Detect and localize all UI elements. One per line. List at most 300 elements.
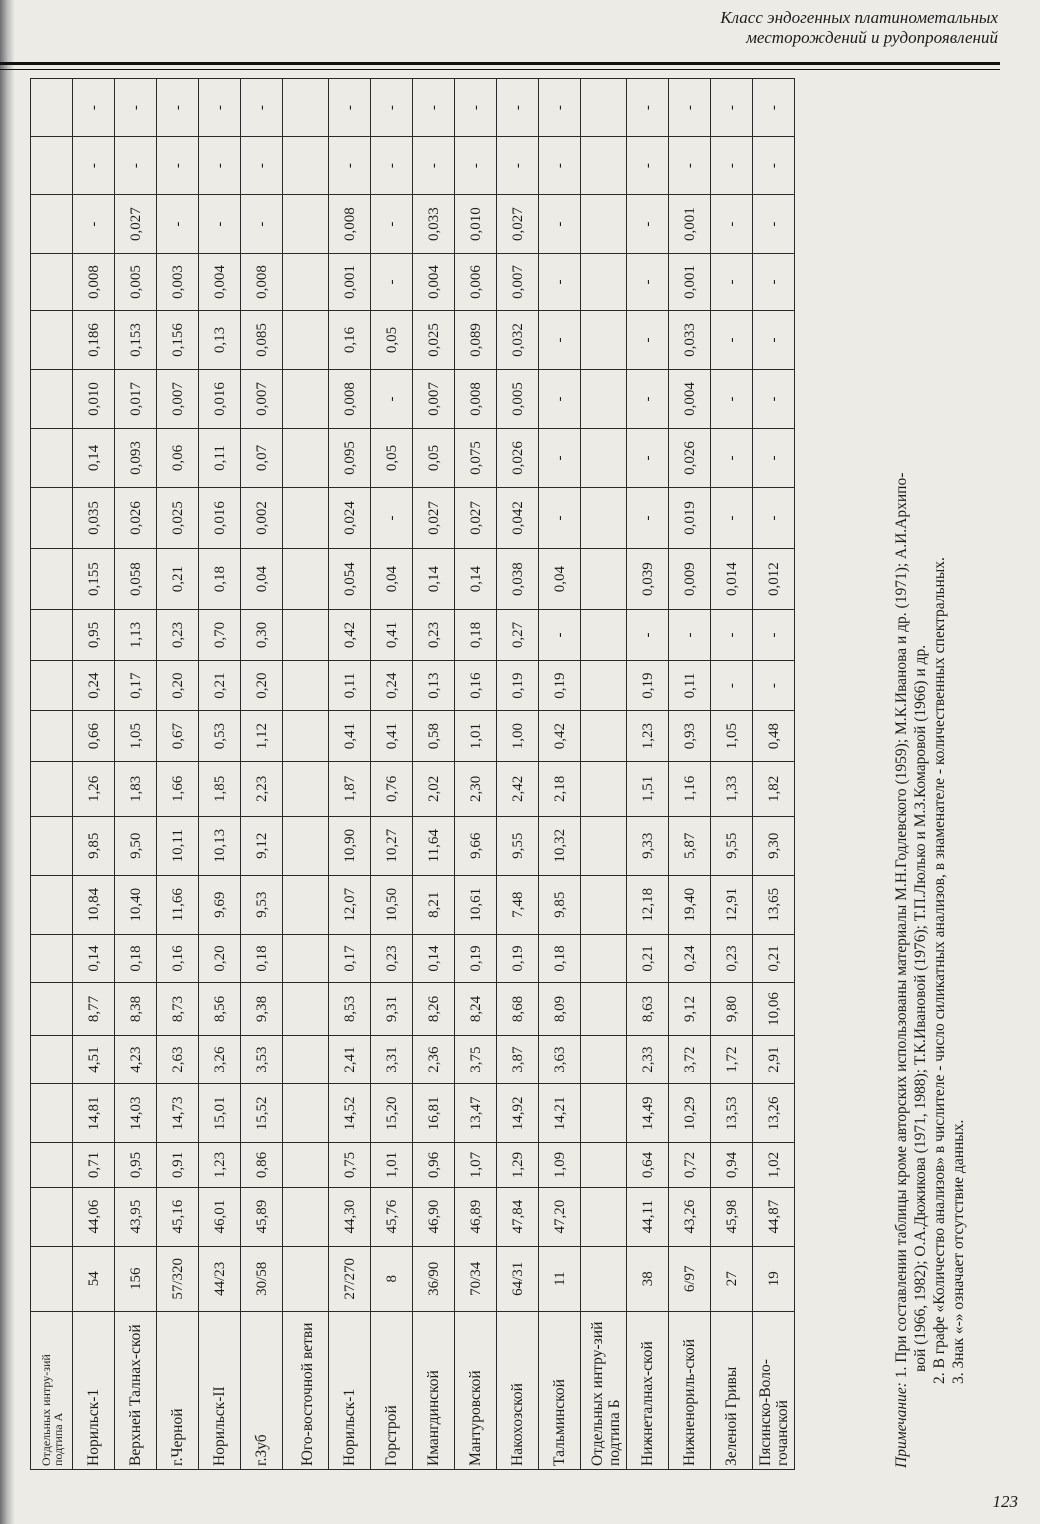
table-cell: -	[627, 79, 669, 137]
table-cell: 1,00	[497, 711, 539, 762]
table-cell: 12,18	[627, 875, 669, 934]
table-cell	[581, 875, 627, 934]
table-cell: 44,06	[73, 1187, 115, 1246]
table-cell	[31, 1035, 73, 1083]
table-cell: 0,21	[199, 660, 241, 711]
table-cell: 10,84	[73, 875, 115, 934]
table-cell	[31, 934, 73, 982]
table-cell	[581, 549, 627, 610]
table-cell: 0,23	[413, 610, 455, 661]
table-cell: -	[371, 137, 413, 195]
table-cell: -	[669, 137, 711, 195]
table-cell: 0,24	[371, 660, 413, 711]
table-cell: 0,17	[115, 660, 157, 711]
table-cell: -	[669, 610, 711, 661]
table-cell: 3,53	[241, 1035, 283, 1083]
table-cell: 9,38	[241, 983, 283, 1036]
table-cell: 45,98	[711, 1187, 753, 1246]
table-cell	[283, 660, 329, 711]
table-cell: 0,71	[73, 1143, 115, 1187]
table-cell: 12,07	[329, 875, 371, 934]
table-cell	[283, 549, 329, 610]
table-row	[371, 79, 413, 1470]
note-label: Примечание:	[893, 1382, 910, 1468]
page-number: 123	[992, 1492, 1018, 1511]
table-cell: 0,008	[73, 254, 115, 311]
table-cell: 10,90	[329, 816, 371, 875]
table-cell: 10,29	[669, 1084, 711, 1143]
row-label: Нижненориль-ской	[669, 1311, 711, 1469]
row-label: Норильск-II	[199, 1311, 241, 1469]
table-cell	[31, 1084, 73, 1143]
table-cell	[283, 1246, 329, 1311]
table-cell: 9,30	[753, 816, 795, 875]
table-cell: 8,21	[413, 875, 455, 934]
table-cell: -	[199, 195, 241, 254]
table-cell: 0,04	[371, 549, 413, 610]
table-cell	[283, 254, 329, 311]
table-cell	[283, 983, 329, 1036]
row-label: Верхней Талнах-ской	[115, 1311, 157, 1469]
table-cell: 0,019	[669, 487, 711, 548]
table-cell: 16,81	[413, 1084, 455, 1143]
table-cell: 46,89	[455, 1187, 497, 1246]
row-label: Имангдинской	[413, 1311, 455, 1469]
table-cell: 1,23	[627, 711, 669, 762]
table-cell: 0,042	[497, 487, 539, 548]
table-cell: 1,83	[115, 761, 157, 816]
table-cell	[31, 310, 73, 369]
table-cell: 0,089	[455, 310, 497, 369]
table-cell: -	[753, 610, 795, 661]
table-cell	[581, 711, 627, 762]
table-cell: -	[753, 254, 795, 311]
table-cell: 44,87	[753, 1187, 795, 1246]
table-cell: 9,85	[73, 816, 115, 875]
table-cell: 0,21	[157, 549, 199, 610]
table-cell	[283, 610, 329, 661]
table-cell: 0,76	[371, 761, 413, 816]
table-cell: 0,033	[669, 310, 711, 369]
table-cell	[581, 254, 627, 311]
table-cell: 19	[753, 1246, 795, 1311]
table-cell: 0,010	[73, 369, 115, 428]
table-cell: -	[539, 79, 581, 137]
table-cell: 0,19	[497, 660, 539, 711]
table-row	[73, 79, 115, 1470]
table-cell: 10,50	[371, 875, 413, 934]
table-cell: -	[413, 137, 455, 195]
table-cell	[31, 369, 73, 428]
table-cell	[283, 816, 329, 875]
table-cell: 13,26	[753, 1084, 795, 1143]
table-cell	[31, 610, 73, 661]
table-cell	[283, 137, 329, 195]
table-cell: 0,95	[73, 610, 115, 661]
table-cell: 0,05	[371, 310, 413, 369]
table-cell: -	[753, 660, 795, 711]
table-cell: -	[753, 195, 795, 254]
table-cell: 0,24	[73, 660, 115, 711]
table-cell: 9,12	[241, 816, 283, 875]
table-cell: -	[627, 610, 669, 661]
table-cell: 0,024	[329, 487, 371, 548]
table-cell: -	[329, 137, 371, 195]
table-cell: -	[627, 369, 669, 428]
table-cell: 2,41	[329, 1035, 371, 1083]
table-cell: -	[241, 195, 283, 254]
table-cell: 0,72	[669, 1143, 711, 1187]
table-cell: 1,09	[539, 1143, 581, 1187]
table-cell	[283, 761, 329, 816]
table-cell	[283, 1084, 329, 1143]
table-cell: 8	[371, 1246, 413, 1311]
row-label: Горстрой	[371, 1311, 413, 1469]
table-cell: 0,48	[753, 711, 795, 762]
table-cell: 0,026	[115, 487, 157, 548]
table-cell: 2,18	[539, 761, 581, 816]
table-cell: 0,17	[329, 934, 371, 982]
table-cell: 4,23	[115, 1035, 157, 1083]
table-cell: 0,04	[539, 549, 581, 610]
header-line-2: месторождений и рудопроявлений	[746, 28, 998, 47]
table-cell: 47,20	[539, 1187, 581, 1246]
table-cell: 0,23	[157, 610, 199, 661]
table-cell	[581, 310, 627, 369]
table-cell: -	[539, 137, 581, 195]
table-cell: 15,52	[241, 1084, 283, 1143]
table-cell: 0,035	[73, 487, 115, 548]
table-row	[669, 79, 711, 1470]
table-cell: 0,13	[413, 660, 455, 711]
table-cell: 0,007	[241, 369, 283, 428]
table-cell: 0,005	[115, 254, 157, 311]
table-cell: -	[753, 369, 795, 428]
table-cell: 0,19	[539, 660, 581, 711]
table-cell: 1,29	[497, 1143, 539, 1187]
table-cell: -	[711, 195, 753, 254]
table-cell	[283, 875, 329, 934]
table-cell: -	[157, 195, 199, 254]
table-cell: 0,006	[455, 254, 497, 311]
header-line-1: Класс эндогенных платинометальных	[720, 8, 998, 27]
header-rule-thick	[0, 62, 1000, 65]
row-label: Норильск-1	[329, 1311, 371, 1469]
table-cell	[581, 195, 627, 254]
table-cell: 0,70	[199, 610, 241, 661]
table-cell: -	[627, 310, 669, 369]
table-cell: -	[115, 79, 157, 137]
table-cell: 0,14	[73, 934, 115, 982]
table-cell	[31, 761, 73, 816]
table-cell: 0,001	[669, 254, 711, 311]
table-cell: 0,007	[157, 369, 199, 428]
table-cell: 3,31	[371, 1035, 413, 1083]
table-cell: 43,26	[669, 1187, 711, 1246]
table-cell: 45,89	[241, 1187, 283, 1246]
table-cell: 3,72	[669, 1035, 711, 1083]
table-cell	[31, 711, 73, 762]
table-cell: -	[711, 79, 753, 137]
table-cell: 2,63	[157, 1035, 199, 1083]
table-cell	[31, 983, 73, 1036]
table-cell: 0,42	[539, 711, 581, 762]
row-label: Нижнеталнах-ской	[627, 1311, 669, 1469]
table-cell: 5,87	[669, 816, 711, 875]
table-cell: 11	[539, 1246, 581, 1311]
table-cell: 0,026	[669, 428, 711, 487]
table-cell: 9,53	[241, 875, 283, 934]
table-cell: -	[711, 610, 753, 661]
table-cell	[31, 1246, 73, 1311]
table-cell: 9,80	[711, 983, 753, 1036]
table-cell: 0,66	[73, 711, 115, 762]
table-cell: 0,86	[241, 1143, 283, 1187]
table-cell: 38	[627, 1246, 669, 1311]
table-cell: 10,27	[371, 816, 413, 875]
table-cell	[283, 79, 329, 137]
table-cell: 13,53	[711, 1084, 753, 1143]
table-cell: -	[371, 369, 413, 428]
table-cell: 0,06	[157, 428, 199, 487]
table-cell: 14,21	[539, 1084, 581, 1143]
row-label: Норильск-1	[73, 1311, 115, 1469]
page-edge-shadow	[0, 0, 14, 1524]
table-cell: 19,40	[669, 875, 711, 934]
table-cell: 0,41	[371, 711, 413, 762]
table-cell: -	[413, 79, 455, 137]
table-cell: 4,51	[73, 1035, 115, 1083]
table-cell: 0,05	[371, 428, 413, 487]
table-cell: -	[753, 79, 795, 137]
table-cell: 0,13	[199, 310, 241, 369]
table-cell: 0,001	[669, 195, 711, 254]
table-cell: 8,53	[329, 983, 371, 1036]
table-cell: 9,69	[199, 875, 241, 934]
table-cell: 0,14	[73, 428, 115, 487]
table-cell: 0,23	[371, 934, 413, 982]
table-cell: 0,186	[73, 310, 115, 369]
note-line-1	[892, 78, 911, 1468]
table-cell: 0,025	[413, 310, 455, 369]
table-cell: 0,14	[455, 549, 497, 610]
table-cell: 14,03	[115, 1084, 157, 1143]
table-cell: 15,20	[371, 1084, 413, 1143]
table-cell: -	[371, 254, 413, 311]
table-cell: 0,41	[371, 610, 413, 661]
table-cell: 0,18	[199, 549, 241, 610]
table-cell: 0,002	[241, 487, 283, 548]
table-cell	[283, 428, 329, 487]
table-cell: 1,87	[329, 761, 371, 816]
table-cell: 46,90	[413, 1187, 455, 1246]
table-cell: 0,53	[199, 711, 241, 762]
table-cell: -	[241, 79, 283, 137]
table-cell: 0,008	[329, 195, 371, 254]
table-cell: 0,21	[753, 934, 795, 982]
table-cell: 8,63	[627, 983, 669, 1036]
table-cell	[581, 983, 627, 1036]
row-label: Накохозской	[497, 1311, 539, 1469]
table-cell: 0,039	[627, 549, 669, 610]
table-cell: 1,12	[241, 711, 283, 762]
table-cell: 0,004	[199, 254, 241, 311]
table-cell	[581, 610, 627, 661]
table-cell: 10,32	[539, 816, 581, 875]
table-cell: 3,75	[455, 1035, 497, 1083]
table-cell: 0,21	[627, 934, 669, 982]
table-cell: 15,01	[199, 1084, 241, 1143]
table-row	[497, 79, 539, 1470]
table-cell	[31, 1143, 73, 1187]
table-cell: -	[241, 137, 283, 195]
table-cell: 36/90	[413, 1246, 455, 1311]
table-cell: 0,153	[115, 310, 157, 369]
table-cell: 2,42	[497, 761, 539, 816]
table-cell: 10,06	[753, 983, 795, 1036]
table-row	[753, 79, 795, 1470]
table-cell	[31, 487, 73, 548]
table-cell	[31, 875, 73, 934]
table-cell: -	[539, 195, 581, 254]
table-cell: 57/320	[157, 1246, 199, 1311]
table-cell: 0,11	[329, 660, 371, 711]
table-cell: -	[753, 310, 795, 369]
table-cell: 0,156	[157, 310, 199, 369]
table-cell: 9,12	[669, 983, 711, 1036]
table-cell	[31, 195, 73, 254]
row-label: г.Черной	[157, 1311, 199, 1469]
note-line-3: 2. В графе «Количество анализов» в числителе - число силикатных анализов, в знаменателе - количественных спектральных.	[931, 557, 948, 1384]
table-cell: -	[371, 487, 413, 548]
table-cell: 0,010	[455, 195, 497, 254]
table-cell: 8,68	[497, 983, 539, 1036]
row-label: Отдельных интру-зий подтипа А	[31, 1311, 73, 1469]
table-cell: -	[753, 487, 795, 548]
table-cell: 0,20	[241, 660, 283, 711]
table-cell: 9,31	[371, 983, 413, 1036]
table-cell: 0,027	[413, 487, 455, 548]
table-cell: 0,96	[413, 1143, 455, 1187]
table-row	[115, 79, 157, 1470]
table-cell: 0,14	[413, 934, 455, 982]
table-cell: 47,84	[497, 1187, 539, 1246]
table-cell: -	[539, 428, 581, 487]
table-cell: 0,026	[497, 428, 539, 487]
table-cell: 0,004	[669, 369, 711, 428]
table-cell: 8,77	[73, 983, 115, 1036]
table-cell	[31, 816, 73, 875]
table-cell: 14,52	[329, 1084, 371, 1143]
table-cell: -	[753, 137, 795, 195]
note-line-4: 3. Знак «-» означает отсутствие данных.	[950, 1119, 967, 1384]
table-cell: 0,18	[115, 934, 157, 982]
table-cell: 2,33	[627, 1035, 669, 1083]
table-cell	[31, 137, 73, 195]
table-cell: 8,56	[199, 983, 241, 1036]
table-row	[627, 79, 669, 1470]
table-cell: 1,02	[753, 1143, 795, 1187]
table-cell: 30/58	[241, 1246, 283, 1311]
table-cell: 1,66	[157, 761, 199, 816]
table-cell: 0,075	[455, 428, 497, 487]
table-cell: 0,032	[497, 310, 539, 369]
table-cell: 8,09	[539, 983, 581, 1036]
table-cell: -	[669, 79, 711, 137]
table-cell: -	[627, 195, 669, 254]
table-cell: -	[711, 428, 753, 487]
table-cell: 0,18	[539, 934, 581, 982]
table-cell: 0,009	[669, 549, 711, 610]
table-cell: 9,85	[539, 875, 581, 934]
row-label: Зеленой Гривы	[711, 1311, 753, 1469]
table-cell	[581, 934, 627, 982]
table-row	[199, 79, 241, 1470]
table-cell: 0,58	[413, 711, 455, 762]
table-cell: 1,72	[711, 1035, 753, 1083]
table-row	[329, 79, 371, 1470]
table-cell: -	[753, 428, 795, 487]
table-cell: 9,66	[455, 816, 497, 875]
table-cell	[283, 1143, 329, 1187]
table-cell: 3,26	[199, 1035, 241, 1083]
table-cell	[283, 195, 329, 254]
table-cell: 0,054	[329, 549, 371, 610]
table-cell: -	[711, 137, 753, 195]
table-cell: -	[73, 195, 115, 254]
table-row	[539, 79, 581, 1470]
table-cell: -	[627, 428, 669, 487]
table-cell: 1,01	[371, 1143, 413, 1187]
table-cell: 0,11	[669, 660, 711, 711]
table-cell: 10,11	[157, 816, 199, 875]
table-cell: 9,55	[497, 816, 539, 875]
table-cell: 156	[115, 1246, 157, 1311]
table-cell: 12,91	[711, 875, 753, 934]
table-cell: 9,55	[711, 816, 753, 875]
table-cell: 46,01	[199, 1187, 241, 1246]
table-cell: 11,66	[157, 875, 199, 934]
table-cell	[31, 428, 73, 487]
table-cell: 1,05	[711, 711, 753, 762]
table-cell	[31, 1187, 73, 1246]
table-cell: 0,001	[329, 254, 371, 311]
table-cell: 0,41	[329, 711, 371, 762]
table-cell: -	[539, 487, 581, 548]
table-cell: 0,16	[157, 934, 199, 982]
table-cell: -	[497, 137, 539, 195]
table-cell	[31, 660, 73, 711]
table-cell: -	[539, 310, 581, 369]
table-cell: 10,61	[455, 875, 497, 934]
table-cell: 9,50	[115, 816, 157, 875]
table-frame	[30, 78, 875, 1470]
table-cell: 9,33	[627, 816, 669, 875]
table-cell: 0,005	[497, 369, 539, 428]
table-cell	[581, 428, 627, 487]
table-cell	[581, 487, 627, 548]
data-table	[30, 78, 795, 1470]
table-cell: 0,016	[199, 487, 241, 548]
table-cell: 1,26	[73, 761, 115, 816]
table-cell: -	[539, 369, 581, 428]
table-cell: 8,24	[455, 983, 497, 1036]
table-cell: 0,95	[115, 1143, 157, 1187]
table-cell: -	[115, 137, 157, 195]
table-cell: 0,003	[157, 254, 199, 311]
note-text-1: 1. При составлении таблицы кроме авторских использованы материалы М.Н.Годлевского (1959); М.К.Иванова и др. (1971); А.И.Архипо-	[893, 472, 910, 1379]
table-cell: 43,95	[115, 1187, 157, 1246]
